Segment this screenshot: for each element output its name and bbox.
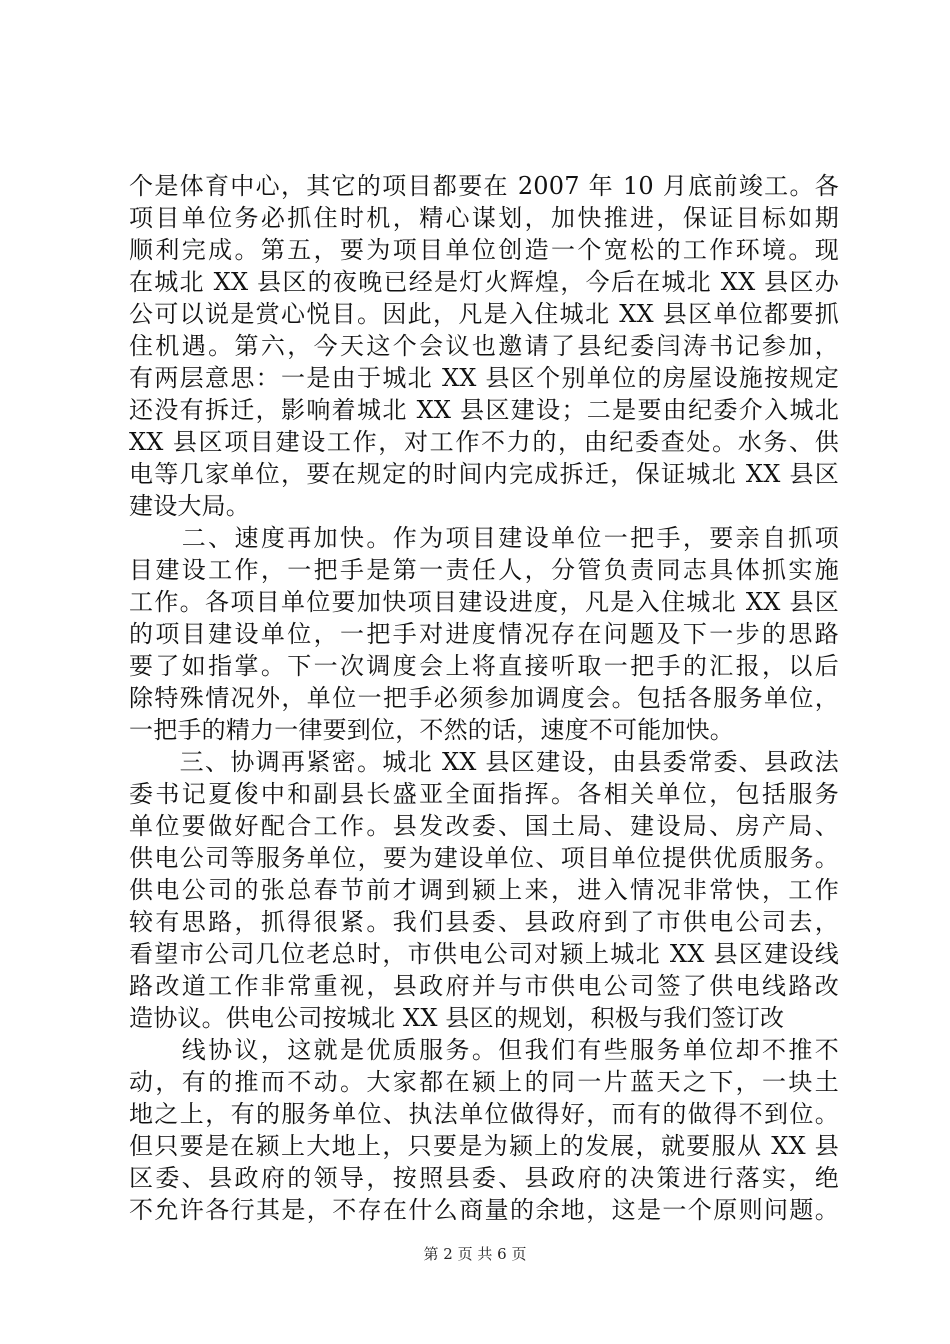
text-line: 供电公司等服务单位，要为建设单位、项目单位提供优质服务。 <box>129 844 839 872</box>
text-line: 但只要是在颍上大地上，只要是为颍上的发展，就要服从 XX 县 <box>129 1132 839 1160</box>
text-line: 较有思路，抓得很紧。我们县委、县政府到了市供电公司去， <box>129 908 839 936</box>
text-line: 目建设工作，一把手是第一责任人，分管负责同志具体抓实施 <box>129 556 839 584</box>
text-line: 的项目建设单位，一把手对进度情况存在问题及下一步的思路 <box>129 620 839 648</box>
text-line: 供电公司的张总春节前才调到颍上来，进入情况非常快，工作 <box>129 876 839 904</box>
text-line: 个是体育中心，其它的项目都要在 2007 年 10 月底前竣工。各 <box>129 172 839 200</box>
text-line: 顺利完成。第五，要为项目单位创造一个宽松的工作环境。现 <box>129 236 839 264</box>
text-line: 动，有的推而不动。大家都在颍上的同一片蓝天之下，一块土 <box>129 1068 839 1096</box>
page-number-label: 第 2 页 共 6 页 <box>423 1245 527 1263</box>
text-line: 公可以说是赏心悦目。因此，凡是入住城北 XX 县区单位都要抓 <box>129 300 839 328</box>
text-line: 项目单位务必抓住时机，精心谋划，加快推进，保证目标如期 <box>129 204 839 232</box>
text-line: 三、协调再紧密。城北 XX 县区建设，由县委常委、县政法 <box>129 748 839 776</box>
text-line: 区委、县政府的领导，按照县委、县政府的决策进行落实，绝 <box>129 1164 839 1192</box>
text-line: 除特殊情况外，单位一把手必须参加调度会。包括各服务单位， <box>129 684 839 712</box>
text-line: 单位要做好配合工作。县发改委、国土局、建设局、房产局、 <box>129 812 839 840</box>
text-line: 造协议。供电公司按城北 XX 县区的规划，积极与我们签订改 <box>129 1004 785 1032</box>
text-line: 建设大局。 <box>129 492 250 520</box>
text-line: 有两层意思：一是由于城北 XX 县区个别单位的房屋设施按规定 <box>129 364 839 392</box>
text-line: 工作。各项目单位要加快项目建设进度，凡是入住城北 XX 县区 <box>129 588 839 616</box>
text-line: 地之上，有的服务单位、执法单位做得好，而有的做得不到位。 <box>129 1100 839 1128</box>
text-line: 住机遇。第六，今天这个会议也邀请了县纪委闫涛书记参加， <box>129 332 839 360</box>
text-line: 不允许各行其是，不存在什么商量的余地，这是一个原则问题。 <box>129 1196 839 1224</box>
text-line: 线协议，这就是优质服务。但我们有些服务单位却不推不 <box>129 1036 839 1064</box>
text-line: 委书记夏俊中和副县长盛亚全面指挥。各相关单位，包括服务 <box>129 780 839 808</box>
text-line: XX 县区项目建设工作，对工作不力的，由纪委查处。水务、供 <box>129 428 839 456</box>
text-line: 在城北 XX 县区的夜晚已经是灯火辉煌，今后在城北 XX 县区办 <box>129 268 839 296</box>
text-line: 路改道工作非常重视，县政府并与市供电公司签了供电线路改 <box>129 972 839 1000</box>
text-line: 二、速度再加快。作为项目建设单位一把手，要亲自抓项 <box>129 524 839 552</box>
document-body <box>129 170 839 1226</box>
text-line: 要了如指掌。下一次调度会上将直接听取一把手的汇报，以后 <box>129 652 839 680</box>
page-footer <box>0 1243 950 1264</box>
text-line: 电等几家单位，要在规定的时间内完成拆迁，保证城北 XX 县区 <box>129 460 839 488</box>
text-line: 还没有拆迁，影响着城北 XX 县区建设；二是要由纪委介入城北 <box>129 396 839 424</box>
text-line: 一把手的精力一律要到位，不然的话，速度不可能加快。 <box>129 716 734 744</box>
text-line: 看望市公司几位老总时，市供电公司对颍上城北 XX 县区建设线 <box>129 940 839 968</box>
